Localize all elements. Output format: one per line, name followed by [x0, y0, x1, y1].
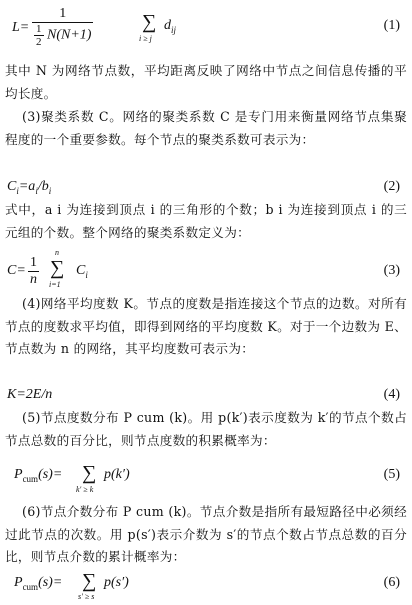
eq3-fraction: $\frac{1}{n}$ — [30, 255, 37, 287]
eq1-term: $d_{ij}$ — [164, 18, 177, 35]
equation-4: K=2E/n (4) — [7, 387, 400, 402]
equation-2: $C_i=a_i/b_i$ (2) — [7, 179, 400, 196]
paragraph-1: 其中 N 为网络节点数，平均距离反映了网络中节点之间信息传播的平均长度。 — [5, 63, 407, 101]
eq4-number: (4) — [383, 387, 400, 402]
eq3-number: (3) — [383, 263, 400, 278]
eq5-term: p(k′) — [104, 467, 130, 482]
paragraph-2: (3)聚类系数 C。网络的聚类系数 C 是专门用来衡量网络节点集聚程度的一个重要参数。每个节点的聚类系数可表示为： — [5, 109, 407, 147]
eq1-lhs: L= — [12, 20, 30, 35]
eq5-sum-under: k′ ≥ k — [76, 485, 94, 494]
eq3-term: $C_i$ — [76, 263, 88, 280]
eq1-number: (1) — [383, 18, 400, 33]
eq6-sum-sign: ∑ — [82, 570, 97, 592]
eq2-number: (2) — [383, 179, 400, 194]
eq6-term: p(s′) — [104, 575, 129, 590]
eq3-sum-sign: ∑ — [50, 257, 65, 279]
eq1-sum-sign: ∑ — [142, 11, 157, 33]
eq3-lhs: C= — [7, 263, 26, 278]
eq1-half: $\frac{1}{2}$ — [36, 23, 42, 48]
equation-3 — [6, 248, 404, 296]
eq1-sum-under: i ≥ j — [139, 34, 152, 43]
eq3-sum-over: n — [55, 248, 59, 257]
paragraph-3: 式中，a i 为连接到顶点 i 的三角形的个数；b i 为连接到顶点 i 的三元组的个数。整个网络的聚类系数定义为： — [5, 202, 407, 240]
eq3-sum-under: i=1 — [49, 280, 61, 289]
eq6-number: (6) — [383, 575, 400, 590]
paragraph-5: (5)节点度数分布 P cum (k)。用 p(k′)表示度数为 k′的节点个数占节点总数的百分比，则节点度数的积累概率为： — [5, 410, 407, 448]
equation-5: $P_{cum}(s)=$ ∑ k′ ≥ k p(k′) (5) — [14, 462, 400, 494]
eq6-sum-under: s′ ≥ s — [78, 592, 95, 601]
eq1-den-rest: N(N+1) — [47, 27, 92, 43]
paragraph-6: (6)节点介数分布 P cum (k)。节点介数是指所有最短路径中必须经过此节点的次数。用 p(s′)表示介数为 s′的节点个数占节点总数的百分比，则节点介数的累计概率为： — [5, 504, 407, 564]
equation-1 — [6, 4, 404, 60]
eq5-sum-sign: ∑ — [82, 462, 97, 484]
paragraph-4: (4)网络平均度数 K。节点的度数是指连接这个节点的边数。对所有节点的度数求平均值，即得到网络的平均度数 K。对于一个边数为 E、节点数为 n 的网络，其平均度数可表示为： — [5, 296, 407, 356]
eq1-numerator: 1 — [32, 6, 93, 23]
equation-6: $P_{cum}(s)=$ ∑ s′ ≥ s p(s′) (6) — [14, 570, 400, 601]
eq5-number: (5) — [383, 467, 400, 482]
eq1-fraction — [32, 6, 93, 48]
